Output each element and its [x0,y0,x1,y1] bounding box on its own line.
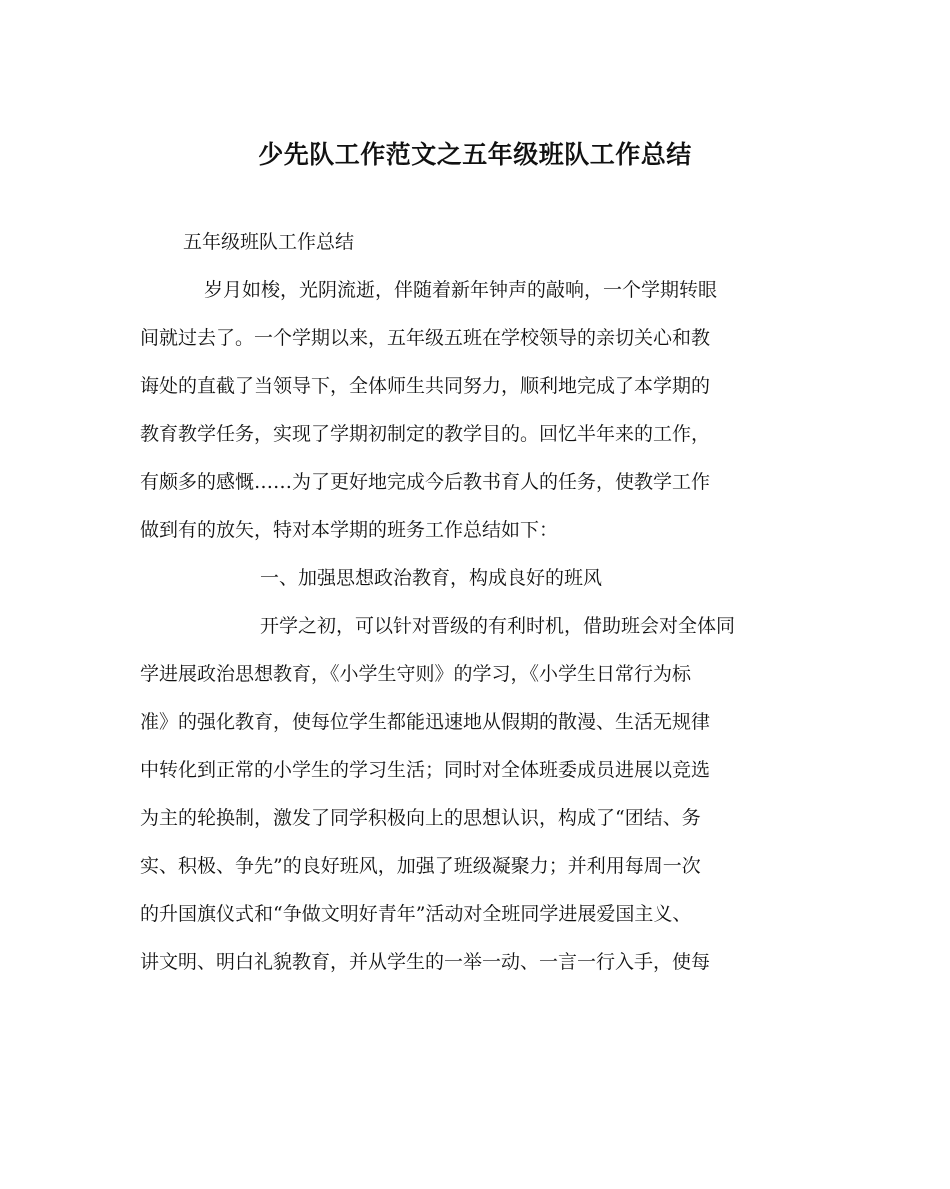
paragraph-line: 的升国旗仪式和“争做文明好青年”活动对全班同学进展爱国主义、 [140,903,692,925]
paragraph-line: 中转化到正常的小学生的学习生活；同时对全体班委成员进展以竞选 [140,759,711,781]
paragraph-line: 为主的轮换制，激发了同学积极向上的思想认识，构成了“团结、务 [140,807,701,829]
paragraph-line: 开学之初，可以针对晋级的有利时机，借助班会对全体同 [260,615,736,637]
paragraph-line: 学进展政治思想教育，《小学生守则》的学习，《小学生日常行为标 [140,663,692,685]
document-title: 少先队工作范文之五年级班队工作总结 [258,140,692,169]
paragraph-line: 有颇多的感慨……为了更好地完成今后教书育人的任务，使教学工作 [140,471,711,493]
paragraph-line: 诲处的直截了当领导下，全体师生共同努力，顺利地完成了本学期的 [140,375,711,397]
document-subtitle: 五年级班队工作总结 [183,231,355,253]
paragraph-1 [140,266,820,554]
paragraph-line: 做到有的放矢，特对本学期的班务工作总结如下： [140,519,559,541]
paragraph-line: 准》的强化教育，使每位学生都能迅速地从假期的散漫、生活无规律 [140,711,711,733]
paragraph-line: 教育教学任务，实现了学期初制定的教学目的。回忆半年来的工作， [140,423,711,445]
section-heading [140,554,820,602]
paragraph-line: 讲文明、明白礼貌教育，并从学生的一举一动、一言一行入手，使每 [140,951,711,973]
paragraph-2 [140,602,820,986]
paragraph-line: 岁月如梭，光阴流逝，伴随着新年钟声的敲响，一个学期转眼 [204,279,718,301]
section-heading-text: 一、加强思想政治教育，构成良好的班风 [260,567,603,589]
paragraph-line: 实、积极、争先”的良好班风，加强了班级凝聚力；并利用每周一次 [140,855,701,877]
paragraph-line: 间就过去了。一个学期以来，五年级五班在学校领导的亲切关心和教 [140,327,711,349]
